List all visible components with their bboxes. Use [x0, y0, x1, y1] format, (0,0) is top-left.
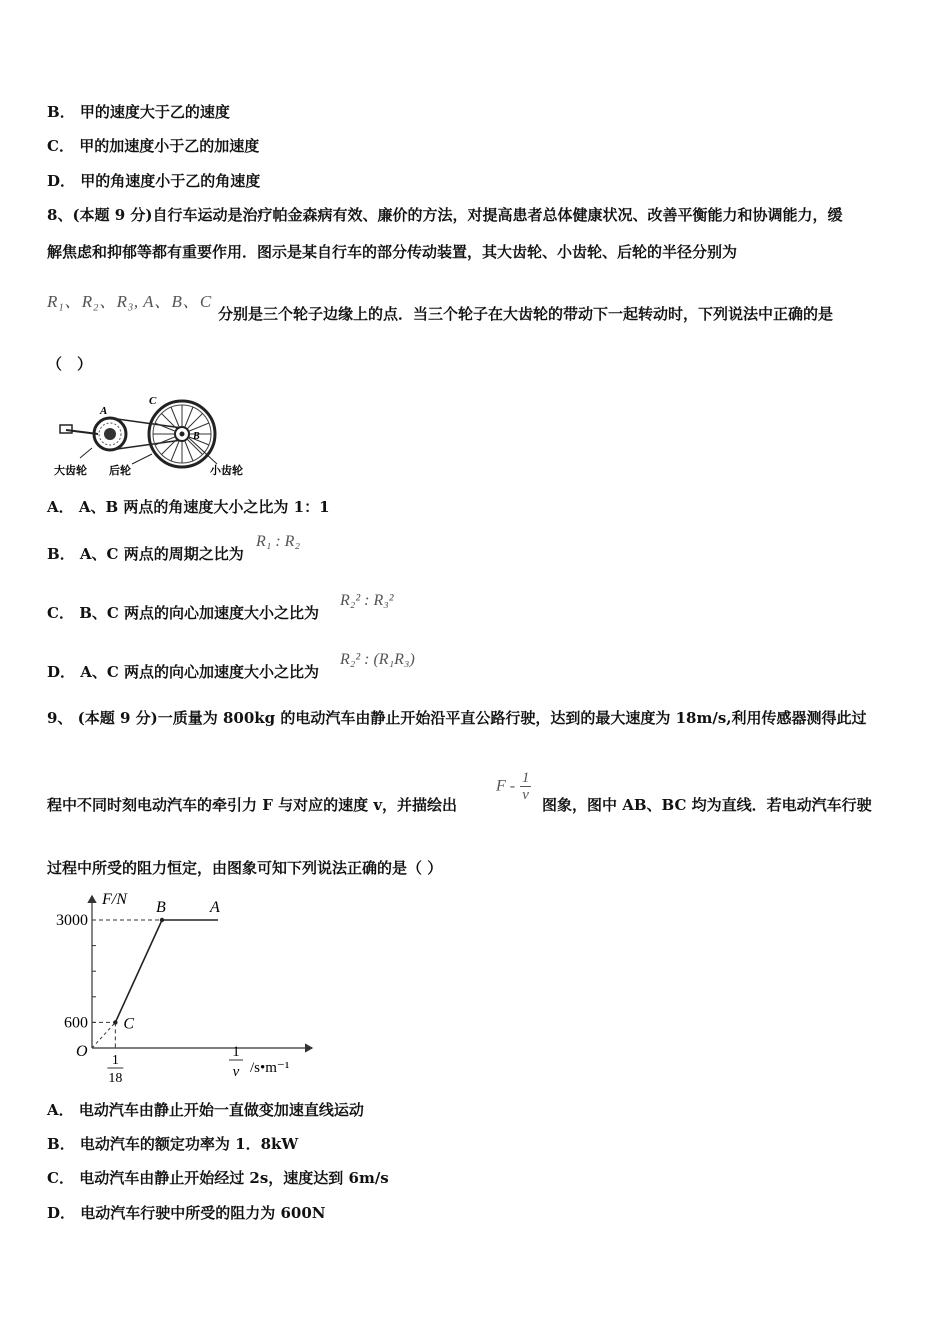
q8-answer-paren — [47, 354, 92, 374]
fraction-numerator: 1 — [521, 770, 530, 786]
formula-f: F - — [496, 777, 516, 795]
q7-option-c: C． 甲的加速度小于乙的加速度 — [47, 137, 260, 155]
question-score: (本题 9 分) — [72, 206, 153, 224]
option-text: 电动汽车的额定功率为 1．8kW — [79, 1135, 299, 1153]
x-axis-label-num: 1 — [232, 1044, 240, 1060]
y-tick-label: 600 — [64, 1014, 88, 1032]
q8-option-c: C． B、C 两点的向心加速度大小之比为 — [47, 604, 320, 622]
option-text: 甲的角速度小于乙的角速度 — [80, 172, 261, 190]
option-text: 电动汽车由静止开始经过 2s，速度达到 6m/s — [79, 1169, 389, 1187]
option-letter: A — [47, 498, 59, 516]
option-text: 电动汽车由静止开始一直做变加速直线运动 — [78, 1101, 364, 1119]
label-c: C — [149, 395, 157, 407]
q9-formula — [496, 770, 531, 803]
label-small-gear: 小齿轮 — [210, 464, 243, 477]
q9-stem-line1 — [47, 708, 867, 728]
option-letter: C — [47, 604, 59, 622]
point-label-c: C — [123, 1015, 135, 1033]
question-score: (本题 9 分) — [77, 709, 158, 727]
stem-text: 程中不同时刻电动汽车的牵引力 F 与对应的速度 v，并描绘出 — [47, 796, 458, 814]
q8-option-c-math: R₂² : R₃² — [340, 592, 394, 609]
x-axis-label-den: v — [232, 1064, 240, 1080]
stem-text: 过程中所受的阻力恒定，由图象可知下列说法正确的是（ ） — [47, 859, 443, 877]
option-letter: C — [47, 137, 59, 155]
q8-stem-line3 — [47, 292, 212, 312]
question-number: 9、 — [47, 709, 73, 727]
point-label-a: A — [209, 899, 220, 916]
x-axis-unit: /s•m⁻¹ — [250, 1060, 290, 1076]
option-text: A、C 两点的周期之比为 — [79, 545, 244, 563]
pedal — [60, 425, 72, 433]
option-letter: D — [47, 663, 61, 681]
q9-option-c: C． 电动汽车由静止开始经过 2s，速度达到 6m/s — [47, 1169, 389, 1187]
q9-stem-line2b — [542, 795, 872, 815]
q8-option-d-math: R₂² : (R₁R₃) — [340, 651, 415, 668]
symbol-list: R₁、R₂、R₃, A、B、C — [47, 292, 212, 311]
q8-option-d: D． A、C 两点的向心加速度大小之比为 — [47, 663, 320, 681]
option-text: 甲的加速度小于乙的加速度 — [79, 137, 260, 155]
origin-label: O — [76, 1043, 88, 1060]
option-letter: D — [47, 172, 61, 190]
q8-stem-line1: 8、(本题 9 分)自行车运动是治疗帕金森病有效、廉价的方法，对提高患者总体健康状况、改善平衡能力和协调能力，缓 — [47, 206, 843, 224]
leader-rear-wheel — [132, 454, 152, 464]
option-letter: D — [47, 1204, 61, 1222]
option-letter: B — [47, 1135, 60, 1153]
q9-option-b: B． 电动汽车的额定功率为 1．8kW — [47, 1135, 299, 1153]
guide-origin-c — [92, 1022, 115, 1048]
label-b: B — [193, 431, 200, 442]
label-a: A — [100, 405, 108, 417]
fraction-denominator: v — [522, 787, 529, 803]
bicycle-transmission-figure — [52, 390, 262, 478]
option-text: 电动汽车行驶中所受的阻力为 600N — [80, 1204, 326, 1222]
big-gear-hub — [104, 428, 116, 440]
stem-text: 图象，图中 AB、BC 均为直线．若电动汽车行驶 — [542, 796, 872, 814]
q8-option-a: A． A、B 两点的角速度大小之比为 1：1 — [47, 498, 330, 516]
option-letter: B — [47, 103, 60, 121]
option-letter: A — [47, 1101, 59, 1119]
point-label-b: B — [156, 899, 166, 916]
answer-paren: （ ） — [47, 355, 93, 373]
stem-text: 一质量为 800kg 的电动汽车由静止开始沿平直公路行驶，达到的最大速度为 18m/s,利用传感器测得此过 — [157, 709, 867, 727]
label-rear-wheel: 后轮 — [109, 464, 131, 477]
option-letter: B — [47, 545, 60, 563]
q8-option-b-math: R₁ : R₂ — [256, 533, 300, 550]
q8-stem-line3b — [218, 304, 833, 324]
stem-text: 分别是三个轮子边缘上的点．当三个轮子在大齿轮的带动下一起转动时，下列说法中正确的是 — [218, 305, 834, 323]
option-text: B、C 两点的向心加速度大小之比为 — [79, 604, 320, 622]
q8-stem-line2 — [47, 242, 737, 262]
leader-big-gear — [80, 448, 92, 458]
stem-text: 自行车运动是治疗帕金森病有效、廉价的方法，对提高患者总体健康状况、改善平衡能力和协调能力，缓 — [152, 206, 843, 224]
q9-option-d: D． 电动汽车行驶中所受的阻力为 600N — [47, 1204, 326, 1222]
stem-text: 解焦虑和抑郁等都有重要作用．图示是某自行车的部分传动装置，其大齿轮、小齿轮、后轮的半径分别为 — [47, 243, 738, 261]
y-tick-label: 3000 — [56, 912, 88, 929]
f-inverse-v-chart — [40, 888, 320, 1088]
point-b — [160, 918, 164, 922]
x-tick-numerator: 1 — [111, 1053, 119, 1068]
q9-stem-line2a — [47, 795, 457, 815]
point-c — [113, 1020, 117, 1024]
q7-option-d: D． 甲的角速度小于乙的角速度 — [47, 172, 261, 190]
q7-option-b: B． 甲的速度大于乙的速度 — [47, 103, 230, 121]
q9-option-a: A． 电动汽车由静止开始一直做变加速直线运动 — [47, 1101, 364, 1119]
option-text: A、C 两点的向心加速度大小之比为 — [80, 663, 320, 681]
small-gear-hub — [180, 432, 185, 437]
option-text: A、B 两点的角速度大小之比为 1：1 — [78, 498, 330, 516]
x-tick-denominator: 18 — [108, 1071, 123, 1086]
q9-stem-line3 — [47, 858, 442, 878]
label-big-gear: 大齿轮 — [54, 464, 87, 477]
y-axis-label: F/N — [102, 891, 127, 908]
q8-option-b: B． A、C 两点的周期之比为 — [47, 545, 244, 563]
option-letter: C — [47, 1169, 59, 1187]
question-number: 8 — [47, 206, 58, 224]
option-text: 甲的速度大于乙的速度 — [79, 103, 230, 121]
formula-fraction — [520, 770, 532, 803]
series-line — [115, 920, 218, 1022]
